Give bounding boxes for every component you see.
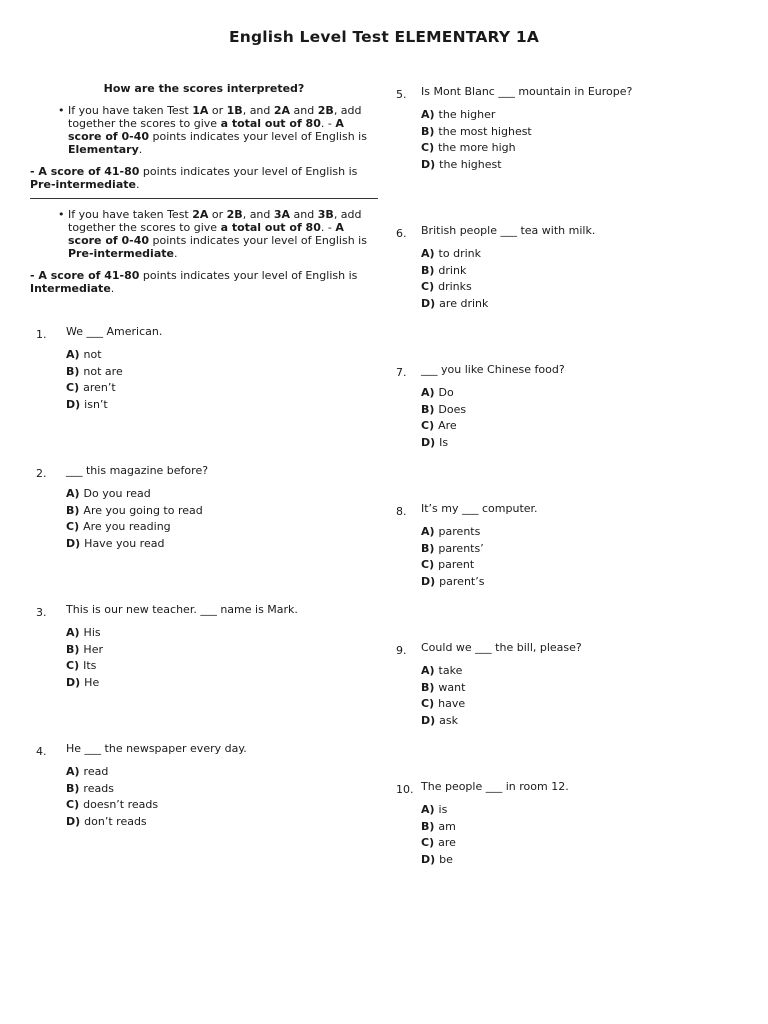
answer-option[interactable] xyxy=(66,814,158,831)
answer-option[interactable] xyxy=(421,246,488,263)
option-letter: C) xyxy=(66,659,80,672)
answer-option[interactable] xyxy=(421,802,456,819)
text-run: or xyxy=(208,208,227,221)
option-text: are xyxy=(438,836,456,849)
answer-options xyxy=(66,486,203,552)
option-letter: C) xyxy=(421,280,435,293)
question-number: 9. xyxy=(396,644,407,657)
answer-option[interactable] xyxy=(66,347,123,364)
bold-run: 1B xyxy=(226,104,243,117)
option-letter: B) xyxy=(421,819,435,833)
answer-option[interactable] xyxy=(421,713,465,730)
option-text: drink xyxy=(438,263,467,277)
option-text: is xyxy=(438,803,448,816)
text-run: , add together the scores to give xyxy=(68,208,362,234)
option-letter: A) xyxy=(421,803,435,816)
answer-option[interactable] xyxy=(66,519,203,536)
option-text: parents’ xyxy=(438,541,484,555)
question-text: It’s my ___ computer. xyxy=(421,502,538,515)
interpretation-score-2 xyxy=(30,269,378,295)
option-letter: A) xyxy=(66,626,80,639)
text-run: and xyxy=(290,208,318,221)
question-number: 7. xyxy=(396,366,407,379)
option-letter: B) xyxy=(421,124,435,138)
question-number: 2. xyxy=(36,467,47,480)
option-letter: B) xyxy=(66,503,80,517)
answer-option[interactable] xyxy=(421,819,456,836)
score-interpretation xyxy=(30,82,378,295)
option-letter: D) xyxy=(66,675,81,689)
option-text: the higher xyxy=(438,108,496,121)
text-run: , and xyxy=(242,208,274,221)
bold-run: 2B xyxy=(317,104,334,117)
answer-option[interactable] xyxy=(421,107,532,124)
option-text: don’t reads xyxy=(84,814,147,828)
answer-option[interactable] xyxy=(421,279,488,296)
answer-options xyxy=(421,107,532,173)
answer-options xyxy=(66,625,103,691)
text-run: . xyxy=(135,178,140,191)
option-letter: D) xyxy=(421,574,436,588)
answer-options xyxy=(421,246,488,312)
bold-run: A score of 0-40 xyxy=(68,117,344,143)
option-text: Its xyxy=(83,659,97,672)
interpretation-heading: How are the scores interpreted? xyxy=(103,82,305,95)
question-number: 1. xyxy=(36,328,47,341)
question-9 xyxy=(396,641,582,729)
question-number: 4. xyxy=(36,745,47,758)
option-letter: A) xyxy=(421,386,435,399)
answer-option[interactable] xyxy=(421,835,456,852)
answer-option[interactable] xyxy=(66,486,203,503)
option-letter: D) xyxy=(421,296,436,310)
option-text: Does xyxy=(438,402,467,416)
answer-option[interactable] xyxy=(421,296,488,313)
option-text: to drink xyxy=(438,247,481,260)
bold-run: Elementary xyxy=(68,143,139,156)
bold-run: 3A xyxy=(273,208,291,221)
question-4 xyxy=(36,742,247,830)
option-text: aren’t xyxy=(83,381,116,394)
answer-option[interactable] xyxy=(66,625,103,642)
option-text: Her xyxy=(83,642,103,656)
text-run: points indicates your level of English is xyxy=(139,269,358,282)
option-letter: C) xyxy=(421,558,435,571)
answer-option[interactable] xyxy=(421,574,484,591)
section-divider xyxy=(30,198,378,199)
option-letter: D) xyxy=(66,397,81,411)
option-text: He xyxy=(84,675,100,689)
bold-run: 1A xyxy=(192,104,209,117)
option-text: Are xyxy=(438,419,457,432)
option-letter: A) xyxy=(66,348,80,361)
option-letter: A) xyxy=(421,664,435,677)
bold-run: Pre-intermediate xyxy=(68,247,174,260)
option-letter: C) xyxy=(66,798,80,811)
option-text: not are xyxy=(83,364,123,378)
answer-options xyxy=(421,385,466,451)
option-letter: D) xyxy=(421,157,436,171)
interpretation-score-1 xyxy=(30,165,378,191)
bullet-dot-icon: • xyxy=(58,208,65,221)
option-text: drinks xyxy=(438,280,472,293)
text-run: If you have taken Test xyxy=(68,104,193,117)
text-run: points indicates your level of English is xyxy=(149,130,367,143)
question-text: We ___ American. xyxy=(66,325,163,338)
bold-run: a total out of 80 xyxy=(220,117,321,130)
page-title: English Level Test ELEMENTARY 1A xyxy=(228,28,540,46)
question-number: 8. xyxy=(396,505,407,518)
option-letter: B) xyxy=(66,364,80,378)
answer-option[interactable] xyxy=(66,781,158,798)
text-run: . xyxy=(138,143,143,156)
option-text: the highest xyxy=(439,157,502,171)
text-run: points indicates your level of English is xyxy=(139,165,358,178)
option-text: doesn’t reads xyxy=(83,798,159,811)
answer-option[interactable] xyxy=(421,385,466,402)
bold-run: 2B xyxy=(226,208,243,221)
answer-options xyxy=(66,347,123,413)
bold-run: a total out of 80 xyxy=(220,221,321,234)
option-text: parent’s xyxy=(439,574,485,588)
option-letter: C) xyxy=(421,419,435,432)
answer-option[interactable] xyxy=(66,675,103,692)
option-letter: D) xyxy=(66,536,81,550)
question-text: ___ this magazine before? xyxy=(66,464,209,477)
question-5 xyxy=(396,85,633,173)
option-text: Do you read xyxy=(83,487,151,500)
answer-options xyxy=(66,764,158,830)
option-letter: C) xyxy=(421,141,435,154)
option-letter: C) xyxy=(66,381,80,394)
option-text: Are you going to read xyxy=(83,503,203,517)
question-number: 3. xyxy=(36,606,47,619)
option-text: ask xyxy=(439,713,459,727)
option-letter: D) xyxy=(421,713,436,727)
text-run: . xyxy=(110,282,115,295)
answer-option[interactable] xyxy=(421,263,488,280)
option-text: am xyxy=(438,819,456,833)
question-text: British people ___ tea with milk. xyxy=(421,224,596,237)
question-text: The people ___ in room 12. xyxy=(421,780,569,793)
question-text: ___ you like Chinese food? xyxy=(421,363,565,376)
bold-run: 2A xyxy=(273,104,291,117)
question-number: 10. xyxy=(396,783,414,796)
question-1 xyxy=(36,325,163,413)
option-text: parents xyxy=(438,525,481,538)
bold-run: A score of 0-40 xyxy=(68,221,344,247)
answer-options xyxy=(421,802,456,868)
question-number: 6. xyxy=(396,227,407,240)
option-letter: B) xyxy=(421,263,435,277)
option-letter: B) xyxy=(421,680,435,694)
option-letter: C) xyxy=(421,836,435,849)
option-text: His xyxy=(83,626,101,639)
answer-option[interactable] xyxy=(421,418,466,435)
option-text: Are you reading xyxy=(83,520,171,533)
answer-option[interactable] xyxy=(421,402,466,419)
question-text: Is Mont Blanc ___ mountain in Europe? xyxy=(421,85,633,98)
interpretation-bullet-1 xyxy=(30,104,378,156)
question-text: Could we ___ the bill, please? xyxy=(421,641,582,654)
bold-run: - A score of 41-80 xyxy=(30,165,140,178)
answer-option[interactable] xyxy=(421,524,484,541)
answer-option[interactable] xyxy=(421,680,465,697)
answer-option[interactable] xyxy=(421,696,465,713)
bold-run: Intermediate xyxy=(30,282,111,295)
option-letter: B) xyxy=(421,402,435,416)
answer-option[interactable] xyxy=(66,397,123,414)
question-2 xyxy=(36,464,209,552)
option-text: Do xyxy=(438,386,454,399)
answer-option[interactable] xyxy=(421,140,532,157)
option-text: take xyxy=(438,664,463,677)
text-run: and xyxy=(290,104,318,117)
bold-run: 3B xyxy=(317,208,334,221)
answer-option[interactable] xyxy=(66,764,158,781)
answer-option[interactable] xyxy=(421,124,532,141)
option-letter: D) xyxy=(421,852,436,866)
interpretation-bullet-2 xyxy=(30,208,378,260)
option-text: reads xyxy=(83,781,114,795)
answer-option[interactable] xyxy=(421,852,456,869)
answer-options xyxy=(421,663,465,729)
answer-option[interactable] xyxy=(66,380,123,397)
text-run: or xyxy=(208,104,227,117)
answer-option[interactable] xyxy=(421,435,466,452)
option-text: not xyxy=(83,348,102,361)
text-run: . - xyxy=(320,117,336,130)
option-letter: A) xyxy=(421,247,435,260)
option-letter: A) xyxy=(66,487,80,500)
question-7 xyxy=(396,363,565,451)
answer-options xyxy=(421,524,484,590)
option-letter: B) xyxy=(66,781,80,795)
option-text: the more high xyxy=(438,141,516,154)
option-letter: C) xyxy=(66,520,80,533)
option-text: parent xyxy=(438,558,475,571)
answer-option[interactable] xyxy=(66,642,103,659)
bold-run: 2A xyxy=(192,208,209,221)
answer-option[interactable] xyxy=(421,541,484,558)
bold-run: - A score of 41-80 xyxy=(30,269,140,282)
question-10 xyxy=(396,780,569,868)
option-text: be xyxy=(439,852,453,866)
answer-option[interactable] xyxy=(421,663,465,680)
answer-option[interactable] xyxy=(421,557,484,574)
text-run: If you have taken Test xyxy=(68,208,193,221)
option-text: isn’t xyxy=(84,397,108,411)
text-run: , add together the scores to give xyxy=(68,104,362,130)
option-letter: A) xyxy=(66,765,80,778)
text-run: . xyxy=(173,247,178,260)
option-text: read xyxy=(83,765,109,778)
answer-option[interactable] xyxy=(66,658,103,675)
answer-option[interactable] xyxy=(421,157,532,174)
option-letter: A) xyxy=(421,108,435,121)
option-text: want xyxy=(438,680,466,694)
option-text: the most highest xyxy=(438,124,532,138)
option-letter: C) xyxy=(421,697,435,710)
option-letter: D) xyxy=(421,435,436,449)
option-text: have xyxy=(438,697,466,710)
question-number: 5. xyxy=(396,88,407,101)
option-letter: B) xyxy=(66,642,80,656)
question-6 xyxy=(396,224,596,312)
text-run: . - xyxy=(320,221,336,234)
answer-option[interactable] xyxy=(66,536,203,553)
option-letter: D) xyxy=(66,814,81,828)
question-text: He ___ the newspaper every day. xyxy=(66,742,247,755)
text-run: points indicates your level of English is xyxy=(149,234,367,247)
answer-option[interactable] xyxy=(66,364,123,381)
bold-run: Pre-intermediate xyxy=(30,178,136,191)
answer-option[interactable] xyxy=(66,797,158,814)
option-letter: A) xyxy=(421,525,435,538)
question-3 xyxy=(36,603,298,691)
question-8 xyxy=(396,502,538,590)
option-text: Have you read xyxy=(84,536,165,550)
option-text: are drink xyxy=(439,296,489,310)
option-letter: B) xyxy=(421,541,435,555)
text-run: , and xyxy=(242,104,274,117)
question-text: This is our new teacher. ___ name is Mark. xyxy=(66,603,298,616)
bullet-dot-icon: • xyxy=(58,104,65,117)
option-text: Is xyxy=(439,435,449,449)
answer-option[interactable] xyxy=(66,503,203,520)
